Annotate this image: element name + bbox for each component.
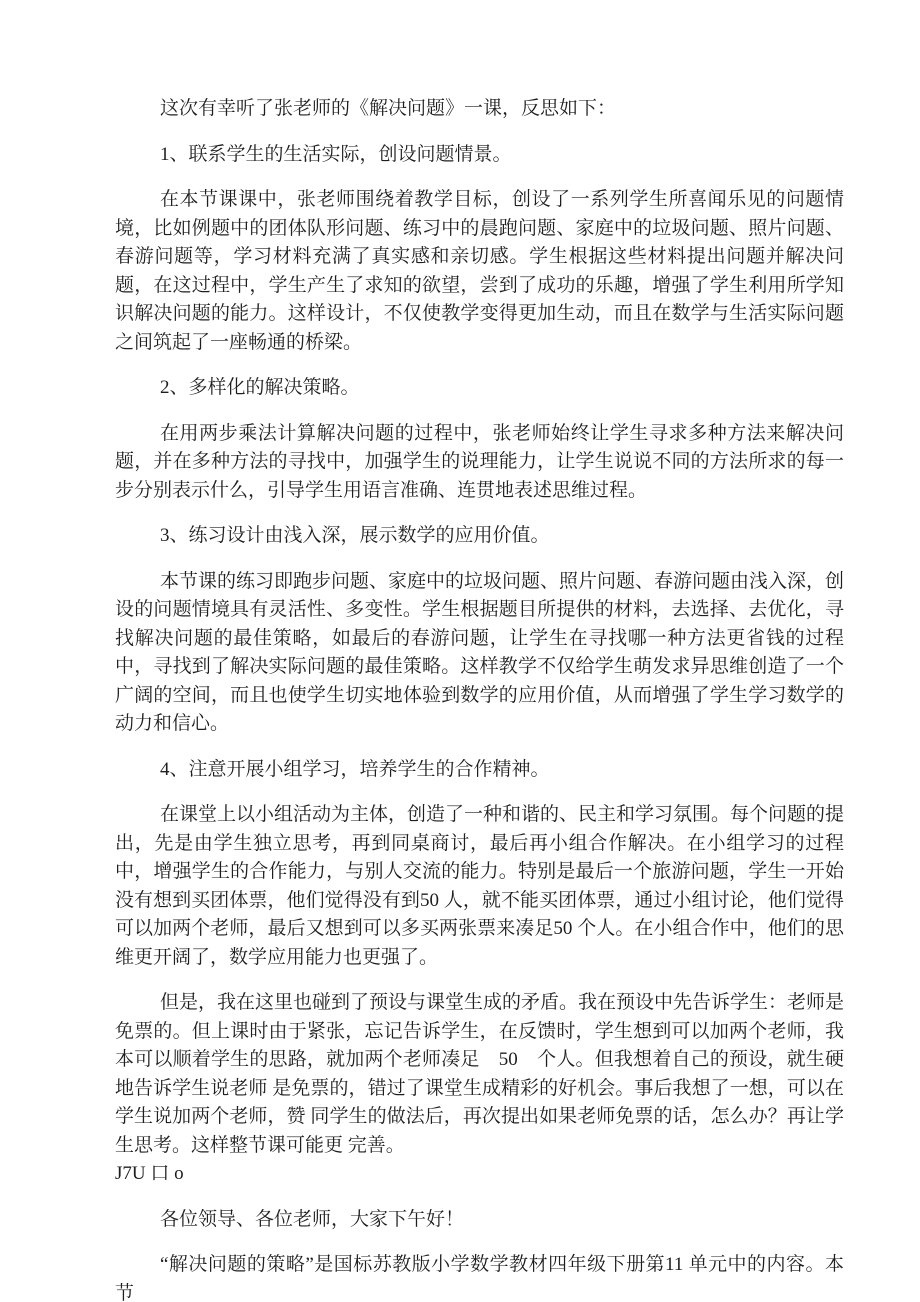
document-body — [115, 95, 844, 1302]
paragraph-body: 在课堂上以小组活动为主体，创造了一种和谐的、民主和学习氛围。每个问题的提出，先是由学生独立思考，再到同桌商讨，最后再小组合作解决。在小组学习的过程中，增强学生的合作能力，与别人交流的能力。特别是最后一个旅游问题，学生一开始没有想到买团体票，他们觉得没有到50 人，就不能买团体票，通过小组讨论，他们觉得可以加两个老师，最后又想到可以多买两张票来凑足50 个人。在小组合作中，他们的思维更开阔了，数学应用能力也更强了。 — [115, 804, 845, 968]
paragraph-body: 在本节课课中，张老师围绕着教学目标，创设了一系列学生所喜闻乐见的问题情境，比如例题中的团体队形问题、练习中的晨跑问题、家庭中的垃圾问题、照片问题、春游问题等，学习材料充满了真实感和亲切感。学生根据这些材料提出问题并解决问题，在这过程中，学生产生了求知的欲望，尝到了成功的乐趣，增强了学生利用所学知识解决问题的能力。这样设计，不仅使教学变得更加生动，而且在数学与生活实际问题之间筑起了一座畅通的桥梁。 — [115, 189, 844, 353]
paragraph-body: 在用两步乘法计算解决问题的过程中，张老师始终让学生寻求多种方法来解决问题，并在多种方法的寻找中，加强学生的说理能力，让学生说说不同的方法所求的每一步分别表示什么，引导学生用语言准确、连贯地表述思维过程。 — [115, 422, 844, 501]
paragraph-heading: 1、联系学生的生活实际，创设问题情景。 — [160, 143, 512, 165]
paragraph-heading: 4、注意开展小组学习，培养学生的合作精神。 — [160, 758, 550, 780]
paragraph-heading: 3、练习设计由浅入深，展示数学的应用价值。 — [160, 525, 550, 546]
paragraph-greeting: 各位领导、各位老师，大家下午好！ — [160, 1208, 465, 1230]
paragraph-body: 本节课的练习即跑步问题、家庭中的垃圾问题、照片问题、春游问题由浅入深，创设的问题情境具有灵活性、多变性。学生根据题目所提供的材料，去选择、去优化，寻找解决问题的最佳策略，如最后的春游问题，让学生在寻找哪一种方法更省钱的过程中，寻找到了解决实际问题的最佳策略。这样教学不仅给学生萌发求异思维创造了一个广阔的空间，而且也使学生切实地体验到数学的应用价值，从而增强了学生学习数学的动力和信心。 — [115, 570, 845, 734]
paragraph-artifact: J7U 口 o — [115, 1163, 184, 1184]
paragraph-body: 但是，我在这里也碰到了预设与课堂生成的矛盾。我在预设中先告诉学生：老师是免票的。但上课时由于紧张，忘记告诉学生，在反馈时，学生想到可以加两个老师，我本可以顺着学生的思路，就加两个老师凑足 50 个人。但我想着自己的预设，就生硬地告诉学生说老师 是免票的，错过了课堂生成精彩的好机会。事后我想了一想，可以在学生说加两个老师，赞 同学生的做法后，再次提出如果老师免票的话，怎么办？再让学生思考。这样整节课可能更 完善。 — [115, 992, 845, 1156]
paragraph-body: “解决问题的策略”是国标苏教版小学数学教材四年级下册第11 单元中的内容。本节 — [115, 1254, 844, 1302]
paragraph-body: 这次有幸听了张老师的《解决问题》一课，反思如下： — [160, 98, 617, 119]
paragraph-heading: 2、多样化的解决策略。 — [160, 377, 360, 398]
